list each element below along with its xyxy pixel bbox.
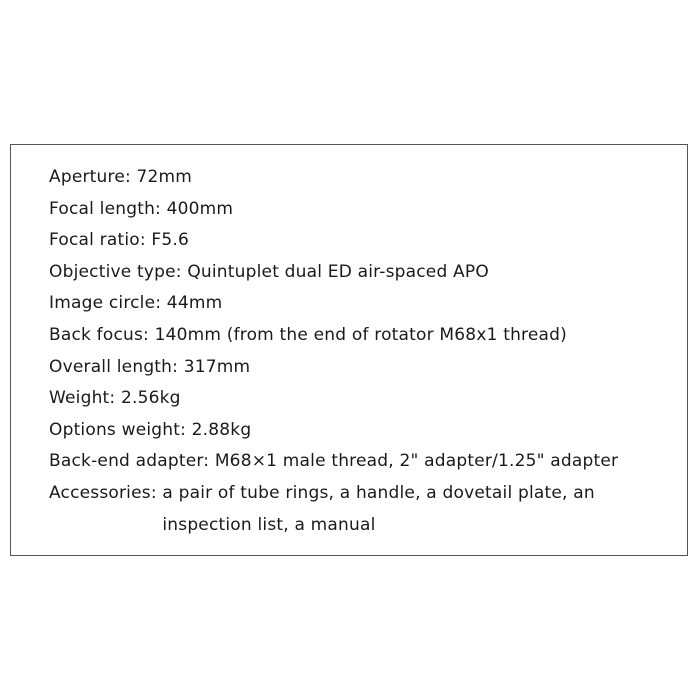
spec-label: Accessories: [49,482,163,503]
spec-row-weight [49,383,632,415]
spec-value: M68×1 male thread, 2" adapter/1.25" adapter [214,451,619,472]
spec-row-back-focus [49,320,632,352]
spec-row-accessories [49,478,632,541]
spec-label: Image circle: [49,293,167,314]
spec-row-options-weight [49,415,632,447]
spec-row-focal-ratio [49,225,632,257]
spec-list [49,162,632,541]
spec-box [10,144,688,556]
spec-label: Weight: [49,388,121,409]
spec-row-overall-length [49,352,632,384]
spec-value: 140mm (from the end of rotator M68x1 thread) [154,324,567,345]
spec-value: 317mm [183,356,251,377]
spec-row-back-end-adapter [49,446,632,478]
spec-value: 2.56kg [120,388,181,409]
spec-value: Quintuplet dual ED air-spaced APO [187,261,489,282]
spec-label: Back focus: [49,324,155,345]
spec-row-image-circle [49,288,632,320]
spec-label: Options weight: [49,419,192,440]
spec-value: 2.88kg [191,419,252,440]
spec-label: Overall length: [49,356,184,377]
spec-label: Back-end adapter: [49,451,215,472]
spec-value: a pair of tube rings, a handle, a dovetail plate, an inspection list, a manual [162,482,595,535]
spec-label: Objective type: [49,261,188,282]
spec-row-aperture [49,162,632,194]
spec-label: Focal ratio: [49,230,152,251]
spec-value: 400mm [166,198,234,219]
spec-value: F5.6 [151,230,190,251]
spec-row-focal-length [49,194,632,226]
spec-value: 72mm [136,167,193,187]
spec-row-objective-type [49,257,632,289]
spec-value: 44mm [166,293,223,314]
spec-label: Focal length: [49,198,167,219]
spec-label: Aperture: [49,167,137,187]
